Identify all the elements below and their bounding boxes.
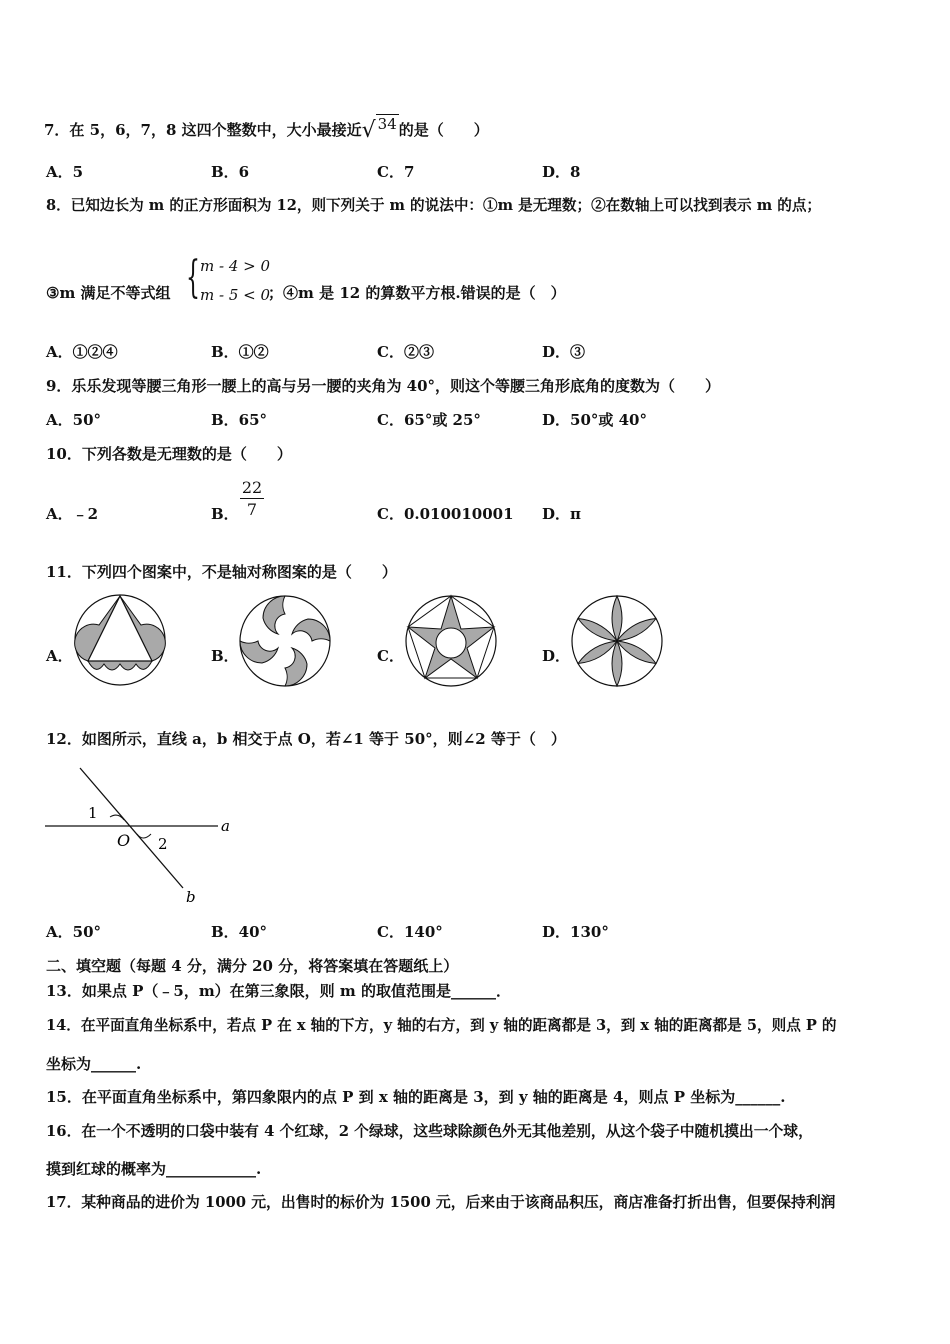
angle-2-label: 2 xyxy=(158,835,168,853)
q9-option-b: B．65° xyxy=(211,411,268,429)
sqrt-radicand: 34 xyxy=(377,115,397,133)
q11-option-a: A． xyxy=(46,647,73,665)
q9-stem: 9．乐乐发现等腰三角形一腰上的高与另一腰的夹角为 40°，则这个等腰三角形底角的度数为（ ） xyxy=(46,377,721,395)
q8-option-a: A．①②④ xyxy=(46,343,118,361)
q10-stem: 10．下列各数是无理数的是（ ） xyxy=(46,445,292,463)
q9-option-c: C．65°或 25° xyxy=(377,411,481,429)
q9-option-d: D．50°或 40° xyxy=(542,411,647,429)
figure-d-petals-circle xyxy=(570,594,664,688)
q16-line1: 16．在一个不透明的口袋中装有 4 个红球，2 个绿球，这些球除颜色外无其他差别，从这个袋子中随机摸出一个球， xyxy=(46,1123,813,1140)
q12-option-b: B．40° xyxy=(211,923,268,941)
q13-stem: 13．如果点 P（﹣5，m）在第三象限，则 m 的取值范围是______． xyxy=(46,982,512,1000)
q7-text-after: 的是（ ） xyxy=(398,121,489,139)
q7-option-d: D．8 xyxy=(542,163,581,181)
q15-stem: 15．在平面直角坐标系中，第四象限内的点 P 到 x 轴的距离是 3，到 y 轴的距离是 4，则点 P 坐标为______. xyxy=(46,1088,786,1106)
line-b-label: b xyxy=(186,888,196,906)
q10-option-d: D．π xyxy=(542,505,581,523)
figure-intersecting-lines xyxy=(40,762,240,907)
q12-option-d: D．130° xyxy=(542,923,609,941)
q7-option-c: C．7 xyxy=(377,163,415,181)
q10-option-a: A．﹣2 xyxy=(46,505,99,523)
q7-option-b: B．6 xyxy=(211,163,250,181)
point-o-label: O xyxy=(117,831,131,850)
q8-option-d: D．③ xyxy=(542,343,586,361)
q11-stem: 11．下列四个图案中，不是轴对称图案的是（ ） xyxy=(46,563,397,581)
inequality-1: m - 4 > 0 xyxy=(200,257,271,275)
q9-option-a: A．50° xyxy=(46,411,102,429)
q12-option-c: C．140° xyxy=(377,923,443,941)
q8-line2-before: ③m 满足不等式组 xyxy=(46,284,171,302)
line-b xyxy=(80,768,183,888)
q10-option-b: B． xyxy=(211,505,239,523)
q11-option-c: C． xyxy=(377,647,404,665)
inequality-2: m - 5 < 0 xyxy=(200,286,271,304)
fraction-22-7 xyxy=(240,478,264,521)
q7-text-before: 7．在 5，6，7，8 这四个整数中，大小最接近 xyxy=(44,121,362,139)
inequality-system xyxy=(186,252,271,309)
q7-option-a: A．5 xyxy=(46,163,84,181)
q8-option-c: C．②③ xyxy=(377,343,434,361)
fraction-denominator: 7 xyxy=(246,500,258,519)
q17-stem: 17．某种商品的进价为 1000 元，出售时的标价为 1500 元，后来由于该商品积压，商店准备打折出售，但要保持利润 xyxy=(46,1194,836,1211)
q14-line2: 坐标为______. xyxy=(46,1055,142,1073)
q8-option-b: B．①② xyxy=(211,343,269,361)
q12-option-a: A．50° xyxy=(46,923,102,941)
q16-line2: 摸到红球的概率为____________. xyxy=(46,1160,262,1178)
q10-option-c: C．0.010010001 xyxy=(377,505,514,523)
line-a-label: a xyxy=(221,817,230,835)
sqrt-34: √ 34 xyxy=(361,115,397,143)
figure-b-swirl-circle xyxy=(238,594,332,688)
q11-option-b: B． xyxy=(211,647,239,665)
section-2-heading: 二、填空题（每题 4 分，满分 20 分，将答案填在答题纸上） xyxy=(46,957,459,975)
q7-stem xyxy=(44,114,489,141)
figure-c-star-pentagon xyxy=(404,594,498,688)
q8-line1: 8．已知边长为 m 的正方形面积为 12，则下列关于 m 的说法中：①m 是无理数；②在数轴上可以找到表示 m 的点； xyxy=(46,197,822,214)
q14-line1: 14．在平面直角坐标系中，若点 P 在 x 轴的下方，y 轴的右方，到 y 轴的距离都是 3，到 x 轴的距离都是 5，则点 P 的 xyxy=(46,1017,837,1034)
brace-symbol: { xyxy=(186,252,200,303)
angle-1-label: 1 xyxy=(88,804,98,822)
q12-stem: 12．如图所示，直线 a，b 相交于点 O，若∠1 等于 50°，则∠2 等于（ ） xyxy=(46,730,566,748)
figure-a-triangle-circle xyxy=(72,592,168,688)
fraction-numerator: 22 xyxy=(241,478,263,497)
q11-option-d: D． xyxy=(542,647,571,665)
q8-line2-after: ；④m 是 12 的算数平方根.错误的是（ ） xyxy=(268,284,566,302)
